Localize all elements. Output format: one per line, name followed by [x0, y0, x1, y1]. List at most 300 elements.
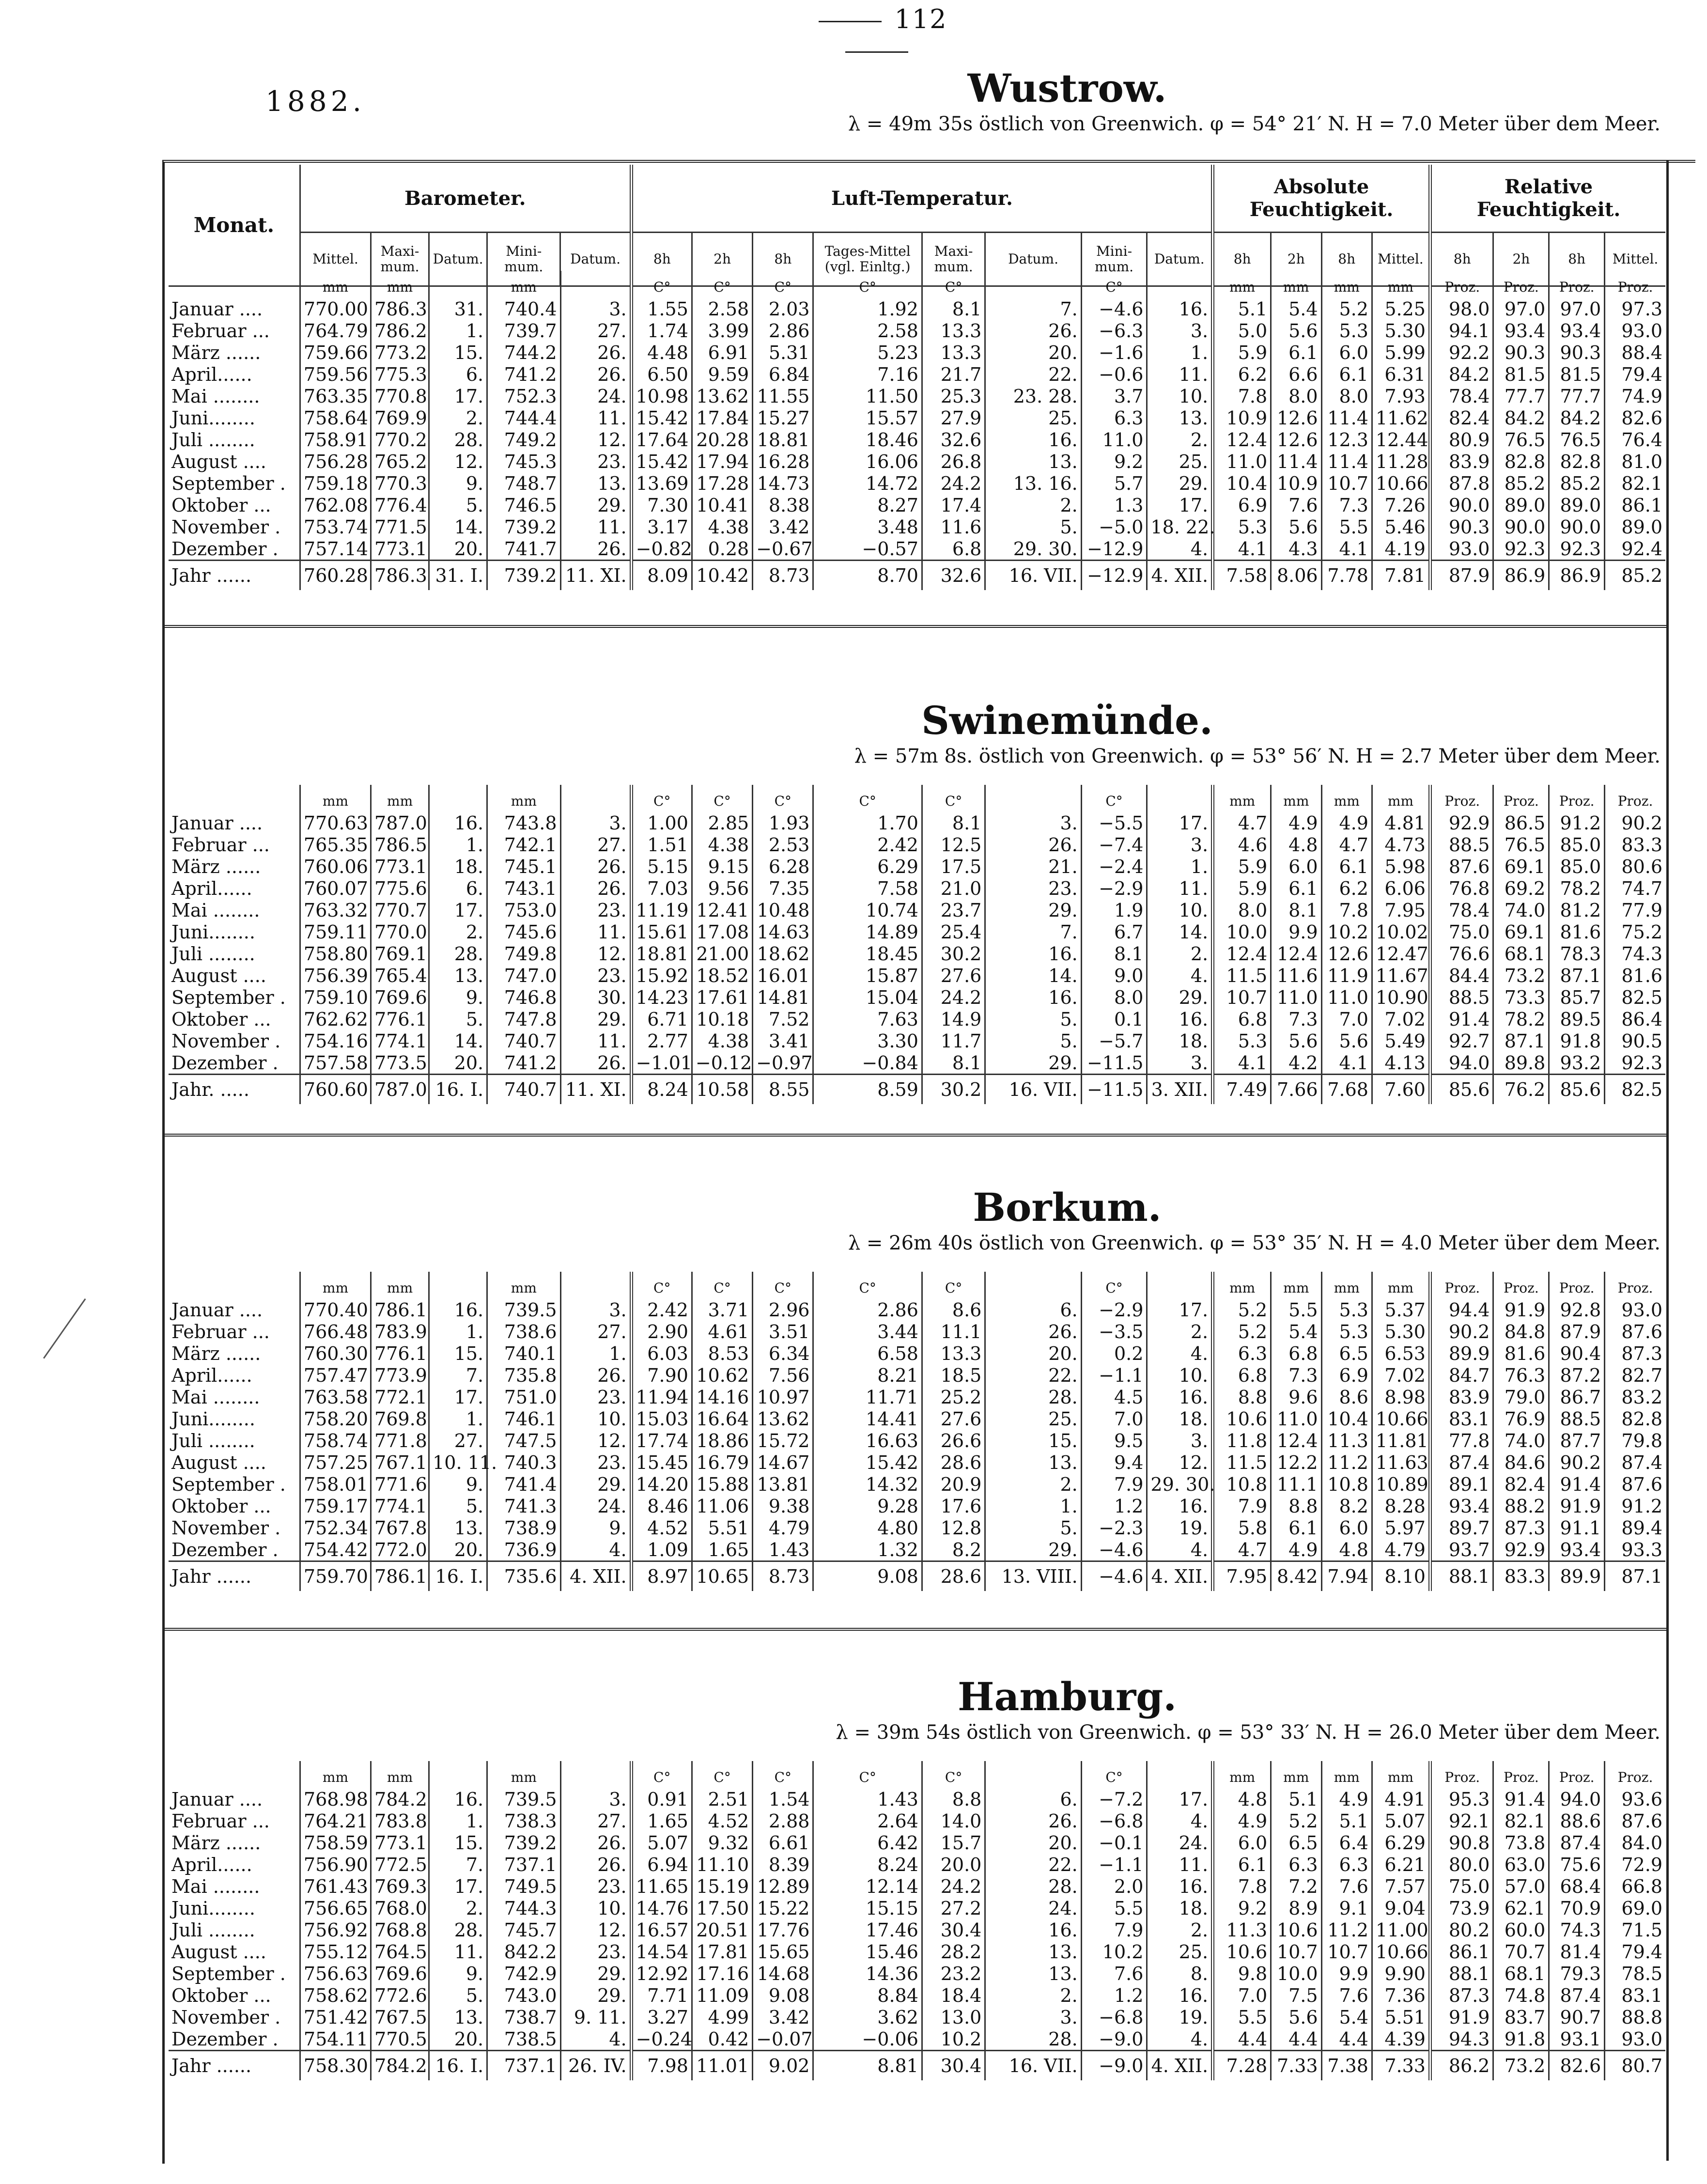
table-cell: 6.42: [813, 1832, 922, 1854]
unit-cell: C°: [631, 1761, 692, 1788]
table-cell: 741.3: [487, 1495, 560, 1517]
table-cell: 12.6: [1271, 429, 1321, 451]
year-total-cell: 8.73: [753, 561, 813, 591]
table-cell: 26.: [560, 877, 631, 899]
table-cell: 60.0: [1493, 1919, 1549, 1941]
table-cell: 26.: [560, 1832, 631, 1854]
station-name: Swinemünde.: [921, 698, 1213, 743]
table-cell: 5.0: [1213, 320, 1271, 342]
table-cell: 13.81: [753, 1473, 813, 1495]
table-cell: 15.72: [753, 1430, 813, 1451]
table-cell: 783.9: [371, 1321, 429, 1342]
table-cell: 1.: [1147, 856, 1213, 877]
table-cell: 10.66: [1372, 472, 1430, 494]
table-cell: 13.62: [692, 385, 752, 407]
table-cell: −5.7: [1081, 1030, 1147, 1052]
table-cell: 2.0: [1081, 1875, 1147, 1897]
table-cell: 11.4: [1321, 451, 1372, 472]
table-cell: 11.94: [631, 1386, 692, 1408]
table-cell: 10.90: [1372, 986, 1430, 1008]
table-cell: 773.5: [371, 1052, 429, 1075]
table-cell: 86.7: [1549, 1386, 1605, 1408]
table-cell: 3.30: [813, 1030, 922, 1052]
table-cell: 4.: [1147, 1539, 1213, 1561]
year-total-cell: 16. VII.: [985, 1075, 1081, 1105]
table-cell: 755.12: [300, 1941, 371, 1963]
table-cell: 3.: [985, 812, 1081, 834]
table-row: [169, 1451, 1665, 1473]
table-cell: 770.3: [371, 472, 429, 494]
table-cell: 9.8: [1213, 1963, 1271, 1984]
table-cell: 3.51: [753, 1321, 813, 1342]
table-cell: 773.9: [371, 1364, 429, 1386]
table-cell: 6.9: [1321, 1364, 1372, 1386]
table-frame-right: [1666, 160, 1669, 2161]
table-cell: 759.17: [300, 1495, 371, 1517]
table-cell: 15.03: [631, 1408, 692, 1430]
month-label: Dezember .: [171, 1052, 279, 1074]
table-cell: 9.: [429, 472, 487, 494]
unit-cell: C°: [631, 271, 692, 298]
table-cell: 7.90: [631, 1364, 692, 1386]
table-cell: 16.: [1147, 1008, 1213, 1030]
table-cell: 4.6: [1213, 834, 1271, 856]
year-total-cell: 73.2: [1493, 2051, 1549, 2081]
table-cell: 7.: [429, 1854, 487, 1875]
table-cell: 9.9: [1321, 1963, 1372, 1984]
table-cell: −6.8: [1081, 2006, 1147, 2028]
station-coordinates: λ = 57m 8s. östlich von Greenwich. φ = 53° 56′ N. H = 2.7 Meter über dem Meer.: [854, 745, 1660, 767]
year-total-cell: 88.1: [1430, 1561, 1493, 1591]
table-cell: 13.: [985, 1941, 1081, 1963]
unit-cell: mm: [1321, 785, 1372, 812]
table-cell: 15.42: [813, 1451, 922, 1473]
table-cell: 93.7: [1430, 1539, 1493, 1561]
table-cell: 762.62: [300, 1008, 371, 1030]
unit-cell: mm: [1271, 1272, 1321, 1299]
table-cell: 62.1: [1493, 1897, 1549, 1919]
table-cell: 82.5: [1605, 986, 1665, 1008]
year-total-cell: 8.97: [631, 1561, 692, 1591]
table-cell: 7.26: [1372, 494, 1430, 516]
table-cell: 770.63: [300, 812, 371, 834]
year-total-cell: 16. I.: [429, 1561, 487, 1591]
table-row: [169, 943, 1665, 965]
table-cell: 15.19: [692, 1875, 752, 1897]
unit-cell: [985, 271, 1081, 298]
year-total-cell: −9.0: [1081, 2051, 1147, 2081]
table-cell: 82.7: [1605, 1364, 1665, 1386]
table-row: [169, 1517, 1665, 1539]
table-cell: 10.66: [1372, 1408, 1430, 1430]
table-cell: 17.50: [692, 1897, 752, 1919]
table-cell: 16.: [985, 986, 1081, 1008]
table-cell: 738.7: [487, 2006, 560, 2028]
unit-cell: C°: [753, 1761, 813, 1788]
table-cell: −6.8: [1081, 1810, 1147, 1832]
table-cell: 768.0: [371, 1897, 429, 1919]
table-cell: 11.5: [1213, 1451, 1271, 1473]
table-cell: 743.8: [487, 812, 560, 834]
table-cell: 73.2: [1493, 965, 1549, 986]
month-label: März ......: [171, 1832, 261, 1854]
table-cell: 754.42: [300, 1539, 371, 1561]
table-cell: 6.7: [1081, 921, 1147, 943]
table-cell: 7.2: [1271, 1875, 1321, 1897]
table-cell: 17.08: [692, 921, 752, 943]
table-cell: 74.9: [1605, 385, 1665, 407]
table-cell: 21.: [985, 856, 1081, 877]
station-table: [169, 785, 1665, 1104]
table-cell: −0.24: [631, 2028, 692, 2051]
table-cell: 91.8: [1549, 1030, 1605, 1052]
table-row: [169, 2028, 1665, 2051]
table-cell: 14.: [1147, 921, 1213, 943]
absolute-feuchtigkeit-header: Absolute Feuchtigkeit.: [1213, 165, 1430, 233]
table-cell: 14.73: [753, 472, 813, 494]
table-cell: 92.9: [1430, 812, 1493, 834]
table-cell: 9.32: [692, 1832, 752, 1854]
subheader-19: 2h: [1493, 233, 1549, 286]
unit-cell: C°: [753, 785, 813, 812]
unit-cell: mm: [1321, 1272, 1372, 1299]
table-cell: 26.8: [922, 451, 985, 472]
table-cell: 8.8: [922, 1788, 985, 1810]
table-cell: 75.0: [1430, 921, 1493, 943]
table-cell: 2.53: [753, 834, 813, 856]
table-cell: 3.: [1147, 320, 1213, 342]
unit-cell: mm: [371, 271, 429, 298]
table-cell: 23. 28.: [985, 385, 1081, 407]
table-cell: 16.: [1147, 1495, 1213, 1517]
table-cell: 11.9: [1321, 965, 1372, 986]
table-cell: 14.68: [753, 1963, 813, 1984]
table-row: [169, 1386, 1665, 1408]
table-cell: 14.23: [631, 986, 692, 1008]
unit-cell: mm: [300, 785, 371, 812]
table-row: [169, 342, 1665, 363]
year-total-cell: 787.0: [371, 1075, 429, 1105]
table-cell: −3.5: [1081, 1321, 1147, 1342]
table-cell: 12.89: [753, 1875, 813, 1897]
table-cell: 4.8: [1271, 834, 1321, 856]
table-cell: −0.84: [813, 1052, 922, 1075]
table-cell: 5.51: [1372, 2006, 1430, 2028]
table-cell: 771.6: [371, 1473, 429, 1495]
table-cell: 80.0: [1430, 1854, 1493, 1875]
table-row: [169, 1897, 1665, 1919]
table-cell: −4.6: [1081, 1539, 1147, 1561]
table-cell: 94.0: [1549, 1788, 1605, 1810]
table-cell: 6.5: [1321, 1342, 1372, 1364]
table-cell: 89.0: [1605, 516, 1665, 538]
table-cell: 751.42: [300, 2006, 371, 2028]
table-cell: 25.4: [922, 921, 985, 943]
subheader-6: 8h: [631, 233, 692, 286]
table-cell: 14.72: [813, 472, 922, 494]
table-cell: 86.1: [1430, 1941, 1493, 1963]
month-label: September .: [171, 1963, 286, 1984]
table-cell: 784.2: [371, 1788, 429, 1810]
table-cell: 87.2: [1549, 1364, 1605, 1386]
table-cell: 69.2: [1493, 877, 1549, 899]
table-cell: 28.: [985, 1386, 1081, 1408]
table-cell: 11.0: [1271, 1408, 1321, 1430]
table-cell: 786.1: [371, 1299, 429, 1321]
table-cell: 7.: [985, 298, 1081, 320]
table-cell: 78.2: [1549, 877, 1605, 899]
unit-cell: Proz.: [1549, 1272, 1605, 1299]
station-coordinates: λ = 26m 40s östlich von Greenwich. φ = 53° 35′ N. H = 4.0 Meter über dem Meer.: [848, 1232, 1660, 1254]
table-cell: 4.: [1147, 538, 1213, 561]
table-cell: 5.6: [1271, 2006, 1321, 2028]
table-cell: 2.: [985, 1984, 1081, 2006]
table-cell: −1.1: [1081, 1854, 1147, 1875]
table-cell: 91.4: [1493, 1788, 1549, 1810]
table-cell: 12.4: [1213, 429, 1271, 451]
table-cell: 4.4: [1271, 2028, 1321, 2051]
table-cell: 78.4: [1430, 899, 1493, 921]
year-total-cell: 7.81: [1372, 561, 1430, 591]
year-total-cell: −12.9: [1081, 561, 1147, 591]
table-cell: 748.7: [487, 472, 560, 494]
table-cell: 11.6: [1271, 965, 1321, 986]
table-cell: 737.1: [487, 1854, 560, 1875]
table-cell: 90.3: [1493, 342, 1549, 363]
table-cell: 776.1: [371, 1342, 429, 1364]
unit-cell: mm: [1372, 1761, 1430, 1788]
table-cell: 17.: [429, 1386, 487, 1408]
year-total-cell: 9.02: [753, 2051, 813, 2081]
table-cell: 745.7: [487, 1919, 560, 1941]
table-cell: 1.: [1147, 342, 1213, 363]
table-cell: 87.6: [1605, 1321, 1665, 1342]
table-cell: 29.: [560, 1473, 631, 1495]
subheader-16: 8h: [1321, 233, 1372, 286]
month-label: April......: [171, 877, 252, 899]
table-cell: 15.42: [631, 407, 692, 429]
table-cell: 6.1: [1321, 363, 1372, 385]
table-cell: 97.0: [1493, 298, 1549, 320]
station-3: [169, 1674, 1665, 2080]
month-label: Juli ........: [171, 1919, 255, 1941]
year-total-cell: 82.5: [1605, 1075, 1665, 1105]
station-coordinates: λ = 49m 35s östlich von Greenwich. φ = 54° 21′ N. H = 7.0 Meter über dem Meer.: [848, 113, 1660, 135]
table-cell: 754.11: [300, 2028, 371, 2051]
station-coordinates: λ = 39m 54s östlich von Greenwich. φ = 53° 33′ N. H = 26.0 Meter über dem Meer.: [836, 1721, 1660, 1744]
table-cell: 11.50: [813, 385, 922, 407]
table-cell: 7.6: [1321, 1984, 1372, 2006]
table-cell: 12.4: [1213, 943, 1271, 965]
table-cell: 92.8: [1549, 1299, 1605, 1321]
table-cell: 4.91: [1372, 1788, 1430, 1810]
unit-blank: [169, 271, 300, 298]
table-cell: 7.0: [1081, 1408, 1147, 1430]
table-cell: 758.01: [300, 1473, 371, 1495]
table-cell: 5.97: [1372, 1517, 1430, 1539]
table-cell: 5.6: [1271, 516, 1321, 538]
table-cell: 5.3: [1321, 320, 1372, 342]
table-cell: −1.01: [631, 1052, 692, 1075]
table-cell: 1.43: [753, 1539, 813, 1561]
table-cell: 10.8: [1321, 1473, 1372, 1495]
month-label: April......: [171, 363, 252, 385]
table-cell: 73.8: [1493, 1832, 1549, 1854]
table-cell: 25.: [1147, 1941, 1213, 1963]
table-cell: 3.: [560, 298, 631, 320]
table-cell: 8.1: [922, 298, 985, 320]
table-cell: −0.1: [1081, 1832, 1147, 1854]
table-cell: 7.63: [813, 1008, 922, 1030]
table-cell: 735.8: [487, 1364, 560, 1386]
table-cell: 10.2: [922, 2028, 985, 2051]
table-cell: 763.58: [300, 1386, 371, 1408]
table-cell: 15.22: [753, 1897, 813, 1919]
table-cell: 770.2: [371, 429, 429, 451]
table-row: [169, 877, 1665, 899]
table-cell: 68.4: [1549, 1875, 1605, 1897]
table-cell: 90.5: [1605, 1030, 1665, 1052]
table-row: [169, 494, 1665, 516]
year-total-cell: 7.95: [1213, 1561, 1271, 1591]
table-cell: 26.: [985, 1810, 1081, 1832]
margin-mark: [43, 1298, 114, 1378]
table-cell: 10.4: [1321, 1408, 1372, 1430]
table-cell: 15.42: [631, 451, 692, 472]
table-cell: 12.2: [1271, 1451, 1321, 1473]
year-total-row: [169, 1075, 1665, 1105]
table-cell: 756.39: [300, 965, 371, 986]
unit-cell: Proz.: [1430, 1272, 1493, 1299]
table-cell: 10.7: [1213, 986, 1271, 1008]
table-cell: 91.2: [1605, 1495, 1665, 1517]
table-cell: 769.1: [371, 943, 429, 965]
table-cell: 76.5: [1493, 834, 1549, 856]
table-cell: 89.7: [1430, 1517, 1493, 1539]
table-cell: 9.2: [1213, 1897, 1271, 1919]
unit-cell: Proz.: [1493, 785, 1549, 812]
table-cell: 6.6: [1271, 363, 1321, 385]
table-cell: 14.89: [813, 921, 922, 943]
table-cell: 86.5: [1493, 812, 1549, 834]
table-cell: 13.: [985, 451, 1081, 472]
table-cell: 6.0: [1271, 856, 1321, 877]
table-cell: 91.9: [1430, 2006, 1493, 2028]
table-cell: 93.1: [1549, 2028, 1605, 2051]
table-cell: 91.2: [1549, 812, 1605, 834]
table-cell: 93.4: [1549, 1539, 1605, 1561]
table-cell: 5.: [985, 1030, 1081, 1052]
table-cell: 5.07: [1372, 1810, 1430, 1832]
table-cell: 12.41: [692, 899, 752, 921]
table-cell: 11.09: [692, 1984, 752, 2006]
table-cell: 2.: [429, 921, 487, 943]
table-cell: 4.52: [631, 1517, 692, 1539]
year-total-cell: 8.55: [753, 1075, 813, 1105]
table-row: [169, 451, 1665, 472]
table-cell: 9.59: [692, 363, 752, 385]
table-cell: 79.4: [1605, 363, 1665, 385]
table-cell: 8.: [1147, 1963, 1213, 1984]
table-cell: 5.49: [1372, 1030, 1430, 1052]
month-label: Oktober ...: [171, 1008, 271, 1030]
table-cell: 759.56: [300, 363, 371, 385]
table-cell: 92.9: [1493, 1539, 1549, 1561]
year-total-row: [169, 2051, 1665, 2081]
table-cell: 23.7: [922, 899, 985, 921]
table-cell: 10.7: [1271, 1941, 1321, 1963]
table-cell: 24.: [560, 1495, 631, 1517]
table-cell: −5.5: [1081, 812, 1147, 834]
table-cell: 4.: [1147, 1810, 1213, 1832]
table-cell: 774.1: [371, 1495, 429, 1517]
table-row: [169, 298, 1665, 320]
table-cell: 5.31: [753, 342, 813, 363]
table-cell: 87.6: [1430, 856, 1493, 877]
year-total-row: [169, 1561, 1665, 1591]
table-cell: 9.1: [1321, 1897, 1372, 1919]
block-separator: [165, 1134, 1666, 1137]
table-cell: 2.51: [692, 1788, 752, 1810]
table-cell: 83.2: [1605, 1386, 1665, 1408]
table-cell: 11.: [1147, 877, 1213, 899]
table-cell: 10.89: [1372, 1473, 1430, 1495]
table-cell: 18.4: [922, 1984, 985, 2006]
unit-cell: [560, 1272, 631, 1299]
table-cell: 9.56: [692, 877, 752, 899]
table-row: [169, 1832, 1665, 1854]
table-row: [169, 899, 1665, 921]
table-cell: 80.6: [1605, 856, 1665, 877]
station-name: Borkum.: [973, 1185, 1162, 1230]
table-cell: 742.9: [487, 1963, 560, 1984]
table-cell: 32.6: [922, 429, 985, 451]
table-cell: 11.: [560, 921, 631, 943]
table-cell: 75.0: [1430, 1875, 1493, 1897]
table-cell: 0.42: [692, 2028, 752, 2051]
table-cell: 84.2: [1430, 363, 1493, 385]
table-cell: 771.8: [371, 1430, 429, 1451]
table-cell: 16.: [1147, 298, 1213, 320]
barometer-header: Barometer.: [300, 165, 631, 233]
table-cell: 14.54: [631, 1941, 692, 1963]
table-cell: 1.: [429, 320, 487, 342]
unit-cell: C°: [753, 271, 813, 298]
month-label: August ....: [171, 1941, 266, 1963]
table-cell: 10.62: [692, 1364, 752, 1386]
table-cell: 6.84: [753, 363, 813, 385]
year-total-cell: 80.7: [1605, 2051, 1665, 2081]
table-cell: 20.9: [922, 1473, 985, 1495]
table-cell: 92.4: [1605, 538, 1665, 561]
table-cell: 23.: [560, 899, 631, 921]
table-cell: 2.86: [813, 1299, 922, 1321]
month-label: Dezember .: [171, 2028, 279, 2050]
year-total-cell: 85.2: [1605, 561, 1665, 591]
table-cell: 8.8: [1271, 1495, 1321, 1517]
table-cell: 29. 30.: [985, 538, 1081, 561]
station-1: [169, 698, 1665, 1104]
table-cell: −5.0: [1081, 516, 1147, 538]
table-cell: 9.: [429, 986, 487, 1008]
table-cell: 85.2: [1493, 472, 1549, 494]
table-cell: 5.07: [631, 1832, 692, 1854]
table-cell: 94.4: [1430, 1299, 1493, 1321]
table-cell: 17.64: [631, 429, 692, 451]
table-cell: 1.70: [813, 812, 922, 834]
subheader-3: Datum.: [429, 233, 487, 286]
table-cell: 14.: [985, 965, 1081, 986]
